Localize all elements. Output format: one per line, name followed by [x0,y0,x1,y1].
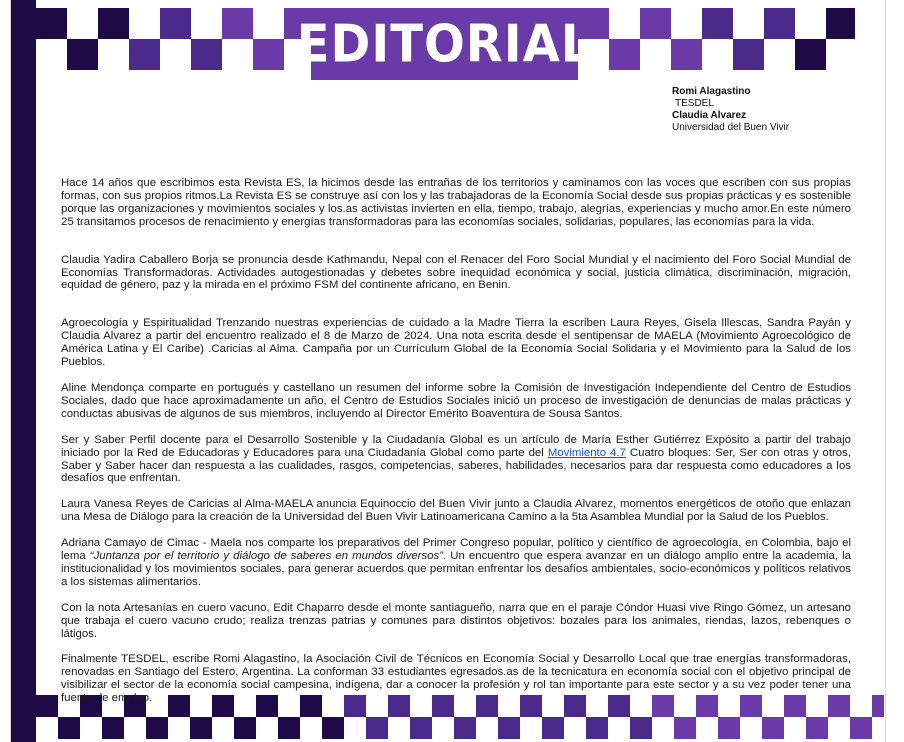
paragraph-foro-social: Claudia Yadira Caballero Borja se pronuncia desde Kathmandu, Nepal con el Renacer del Foro Social Mundial y el nacimiento del Foro Social Mundial de Economías Transformadoras. Actividades autogestionadas y debetes sobre inequidad económica y social, justicia climática, discriminación, migración, equidad de género, paz y la mirada en el próximo FSM del continente africano, en Benin. [61,253,851,292]
paragraph-tesdel: Finalmente TESDEL, escribe Romi Alagastino, la Asociación Civil de Técnicos en Economía Social y Desarrollo Local que trae energías transformadoras, renovadas en Santiago del Estero, Argentina. La conforman 33 estudiantes egresados.as de la tecnicatura en economía social con el objetivo principal de visibilizar el sector de la economía social campesina, indígena, dar a conocer la profesión y rol tan importante para este sector y a su vez poder tener una fuente de empleo. [61,653,851,705]
checker-band-top-left [36,8,311,70]
paragraph-aline-mendonca: Aline Mendonça comparte en portugués y castellano un resumen del informe sobre la Comisión de Investigación Independiente del Centro de Estudios Sociales, dado que hace aproximadamente un año, el Centro de Estudios Sociales inició un proceso de investigación de denuncias de malas prácticas y conductas abusivas de algunos de sus miembros, incluyendo al Director Emérito Boaventura de Sousa Santos. [61,381,851,420]
checker-square [826,8,855,39]
checker-square [191,39,222,70]
checker-band-top-right [578,8,855,70]
checker-square [718,717,740,739]
checker-square [733,39,764,70]
checker-square [222,8,253,39]
paragraph-congreso [61,537,851,589]
checker-square [498,717,520,739]
text-segment: Ser y Saber Perfil docente para el Desarrollo Sostenible y la Ciudadanía Global es un artículo de María Esther Gutiérrez Expósito a partir del trabajo iniciado por la Red de Educadoras y Educadores para una Ciudadanía Global como parte del [61,433,851,459]
page-title: EDITORIAL [296,13,593,75]
checker-square [410,717,432,739]
checker-square [674,717,696,739]
author-name-1: Romi Alagastino [672,86,751,97]
checker-square [160,8,191,39]
editorial-body [61,177,851,718]
checker-square [640,8,671,39]
checker-square [36,8,67,39]
author-name-2: Claudia Alvarez [672,110,747,121]
paragraph-equinoccio: Laura Vanesa Reyes de Caricias al Alma-MAELA anuncia Equinoccio del Buen Vivir junto a Claudia Alvarez, momentos energéticos de otoño que enlazan una Mesa de Diálogo para la creación de la Universidad del Buen Vivir Latinoamericana Camino a la 5ta Asamblea Mundial por la Salud de los Pueblos. [61,498,851,524]
checker-square [36,695,58,717]
checker-square [98,8,129,39]
checker-square [366,717,388,739]
checker-square [58,717,80,739]
paragraph-agroecologia: Agroecología y Espiritualidad Trenzando nuestras experiencias de cuidado a la Madre Tierra la escriben Laura Reyes, Gisela Illescas, Sandra Payán y Claudia Alvarez a partir del encuentro realizado el 8 de Marzo de 2024. Una nota escrita desde el sentipensar de MAELA (Movimiento Agroecológico de América Latina y El Caribe) .Caricias al Alma. Campaña por un Currículum Global de la Economía Social Solidaria y el Movimiento para la Salud de los Pueblos. [61,317,851,369]
author-org-2: Universidad del Buen Vivir [672,122,790,133]
checker-square [454,717,476,739]
checker-square [702,8,733,39]
author-block [672,86,872,134]
left-accent-bar [11,0,36,742]
checker-square [190,717,212,739]
editorial-title-banner [296,8,593,80]
checker-square [253,39,284,70]
checker-square [850,717,872,739]
checker-square [146,717,168,739]
checker-square [762,717,784,739]
checker-square [609,39,640,70]
checker-square [806,717,828,739]
checker-square [542,717,564,739]
checker-square [671,39,702,70]
checker-square [795,39,826,70]
text-segment: Adriana Camayo de Cimac - Maela nos comparte los preparativos del Primer Congreso popular, político y científico de agroecología, en Colombia, bajo el lema [61,537,851,563]
text-segment: Cuatro bloques: Ser, Ser con otras y otros, Saber y Saber hacer dan respuesta a las cualidades, rasgos, competencias, saberes, habilidades, necesarios para dar respuesta como educadores a los desafíos que enfrentan. [61,446,851,485]
lema-quote: “Juntanza por el territorio y diálogo de saberes en mundos diversos” [89,550,443,563]
checker-square [129,39,160,70]
checker-square [102,717,124,739]
checker-square [764,8,795,39]
paragraph-artesanias: Con la nota Artesanías en cuero vacuno, Edit Chaparro desde el monte santiagueño, narra que en el paraje Cóndor Huasi vive Ringo Gómez, un artesano que trabaja el cuero vacuno crudo; realiza trenzas patrias y comunes para distintos objetivos: bozales para los animales, riendas, lazos, rebenques o látigos. [61,601,851,640]
checker-square [872,695,884,717]
paragraph-ser-y-saber [61,434,851,486]
checker-square [234,717,256,739]
text-segment: . Un encuentro que espera avanzar en un diálogo amplio entre la academia, la institucionalidad y los movimientos sociales, para generar acuerdos que permitan enfrentar los desafíos ambientales, socio-económicos y políticos relativos a los sistemas alimentarios. [61,550,851,588]
checker-square [67,39,98,70]
checker-square [278,717,300,739]
author-org-1: TESDEL [675,98,714,109]
movimiento-link[interactable]: Movimiento 4.7 [547,446,626,459]
checker-square [322,717,344,739]
paragraph-intro: Hace 14 años que escribimos esta Revista ES, la hicimos desde las entrañas de los territorios y caminamos con las voces que escriben con sus propias formas, con sus propios ritmos.La Revista ES se construye así con los y las trabajadoras de la Economía Social desde sus propias prácticas y es sostenible porque las organizaciones y movimientos sociales y los.as activistas invierten en ella, tiempo, trabajo, alegrías, experiencias y mucho amor.En este número 25 transitamos procesos de renacimiento y energías transformadoras para las economías sociales, solidarias, populares, las economías para la vida. [61,177,851,228]
checker-square [630,717,652,739]
checker-square [586,717,608,739]
